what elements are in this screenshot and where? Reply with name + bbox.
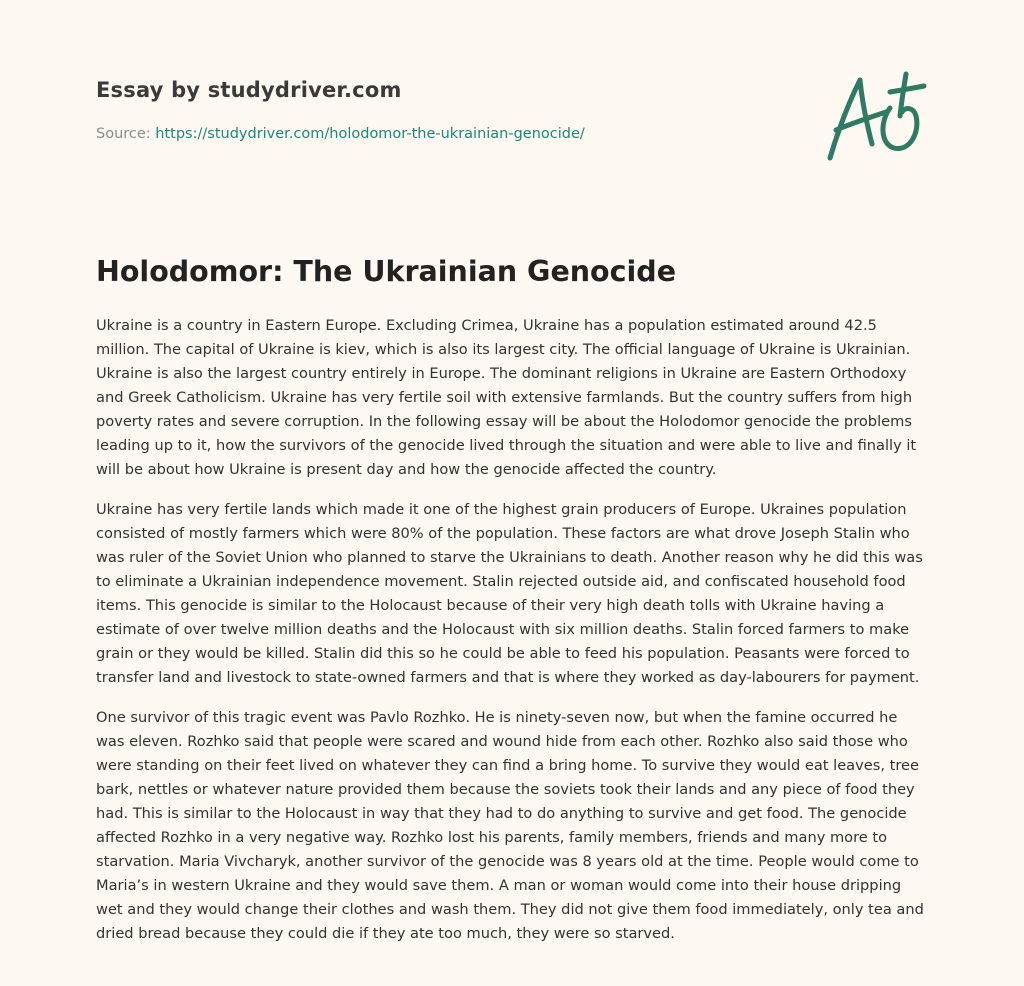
source-link[interactable]: https://studydriver.com/holodomor-the-ukrainian-genocide/ — [155, 126, 585, 142]
source-line — [96, 124, 796, 144]
essay-body — [96, 314, 930, 962]
source-label: Source: — [96, 126, 151, 142]
essay-title: Holodomor: The Ukrainian Genocide — [96, 255, 677, 288]
page-header — [96, 76, 796, 144]
essay-paragraph: One survivor of this tragic event was Pavlo Rozhko. He is ninety-seven now, but when the famine occurred he was eleven. Rozhko said that people were scared and wound hide from each other. Rozhko also said those who were standing on their feet lived on whatever they can find a bring home. To survive they would eat leaves, tree bark, nettles or whatever nature provided them because the soviets took their lands and any piece of food they had. This is similar to the Holocaust in way that they had to do anything to survive and get food. The genocide affected Rozhko in a very negative way. Rozhko lost his parents, family members, friends and many more to starvation. Maria Vivcharyk, another survivor of the genocide was 8 years old at the time. People would come to Maria’s in western Ukraine and they would save them. A man or woman would come into their house dripping wet and they would change their clothes and wash them. They did not give them food immediately, only tea and dried bread because they could die if they ate too much, they were so starved. — [96, 709, 924, 942]
essay-paragraph: Ukraine has very fertile lands which made it one of the highest grain producers of Europe. Ukraines population consisted of mostly farmers which were 80% of the population. These factors are what drove Joseph Stalin who was ruler of the Soviet Union who planned to starve the Ukrainians to death. Another reason why he did this was to eliminate a Ukrainian independence movement. Stalin rejected outside aid, and confiscated household food items. This genocide is similar to the Holocaust because of their very high death tolls with Ukraine having a estimate of over twelve million deaths and the Holocaust with six million deaths. Stalin forced farmers to make grain or they would be killed. Stalin did this so he could be able to feed his population. Peasants were forced to transfer land and livestock to state-owned farmers and that is where they worked as day-labourers for payment. — [96, 501, 923, 686]
essay-paragraph: Ukraine is a country in Eastern Europe. Excluding Crimea, Ukraine has a population estimated around 42.5 million. The capital of Ukraine is kiev, which is also its largest city. The official language of Ukraine is Ukrainian. Ukraine is also the largest country entirely in Europe. The dominant religions in Ukraine are Eastern Orthodoxy and Greek Catholicism. Ukraine has very fertile soil with extensive farmlands. But the country suffers from high poverty rates and severe corruption. In the following essay will be about the Holodomor genocide the problems leading up to it, how the survivors of the genocide lived through the situation and were able to live and finally it will be about how Ukraine is present day and how the genocide affected the country. — [96, 317, 917, 478]
brand-heading: Essay by studydriver.com — [96, 78, 402, 102]
a-plus-grade-icon — [820, 66, 930, 166]
